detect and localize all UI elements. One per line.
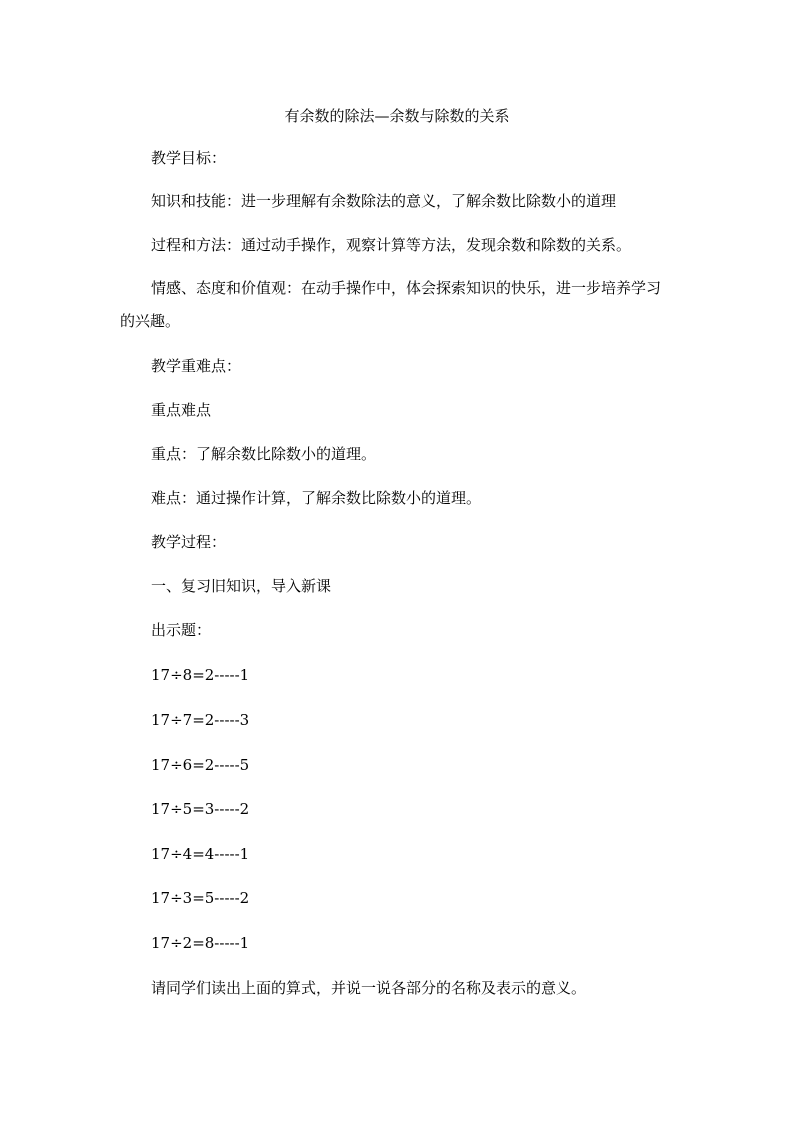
- instruction-text: 请同学们读出上面的算式，并说一说各部分的名称及表示的意义。: [151, 979, 587, 997]
- equation-line: 17÷7=2-----3: [151, 711, 250, 729]
- key-difficult-heading: 教学重难点：: [151, 357, 242, 375]
- process-heading: 教学过程：: [151, 533, 227, 551]
- process-methods-text: 过程和方法：通过动手操作，观察计算等方法，发现余数和除数的关系。: [151, 236, 632, 254]
- document-title: 有余数的除法—余数与除数的关系: [284, 107, 510, 125]
- objectives-heading: 教学目标：: [151, 149, 227, 167]
- show-problems-label: 出示题：: [151, 621, 212, 639]
- difficult-point-text: 难点：通过操作计算，了解余数比除数小的道理。: [151, 489, 482, 507]
- section-one-heading: 一、复习旧知识，导入新课: [151, 577, 332, 595]
- equation-line: 17÷3=5-----2: [151, 889, 250, 907]
- key-point-text: 重点：了解余数比除数小的道理。: [151, 445, 377, 463]
- equation-line: 17÷8=2-----1: [151, 666, 250, 684]
- equation-line: 17÷2=8-----1: [151, 934, 250, 952]
- knowledge-skills-text: 知识和技能：进一步理解有余数除法的意义，了解余数比除数小的道理: [151, 192, 617, 210]
- emotion-attitude-paragraph: 情感、态度和价值观：在动手操作中，体会探索知识的快乐，进一步培养学习的兴趣。: [120, 279, 662, 330]
- equation-line: 17÷5=3-----2: [151, 800, 250, 818]
- equation-line: 17÷6=2-----5: [151, 756, 250, 774]
- equation-line: 17÷4=4-----1: [151, 845, 250, 863]
- key-difficult-subheading: 重点难点: [151, 401, 212, 419]
